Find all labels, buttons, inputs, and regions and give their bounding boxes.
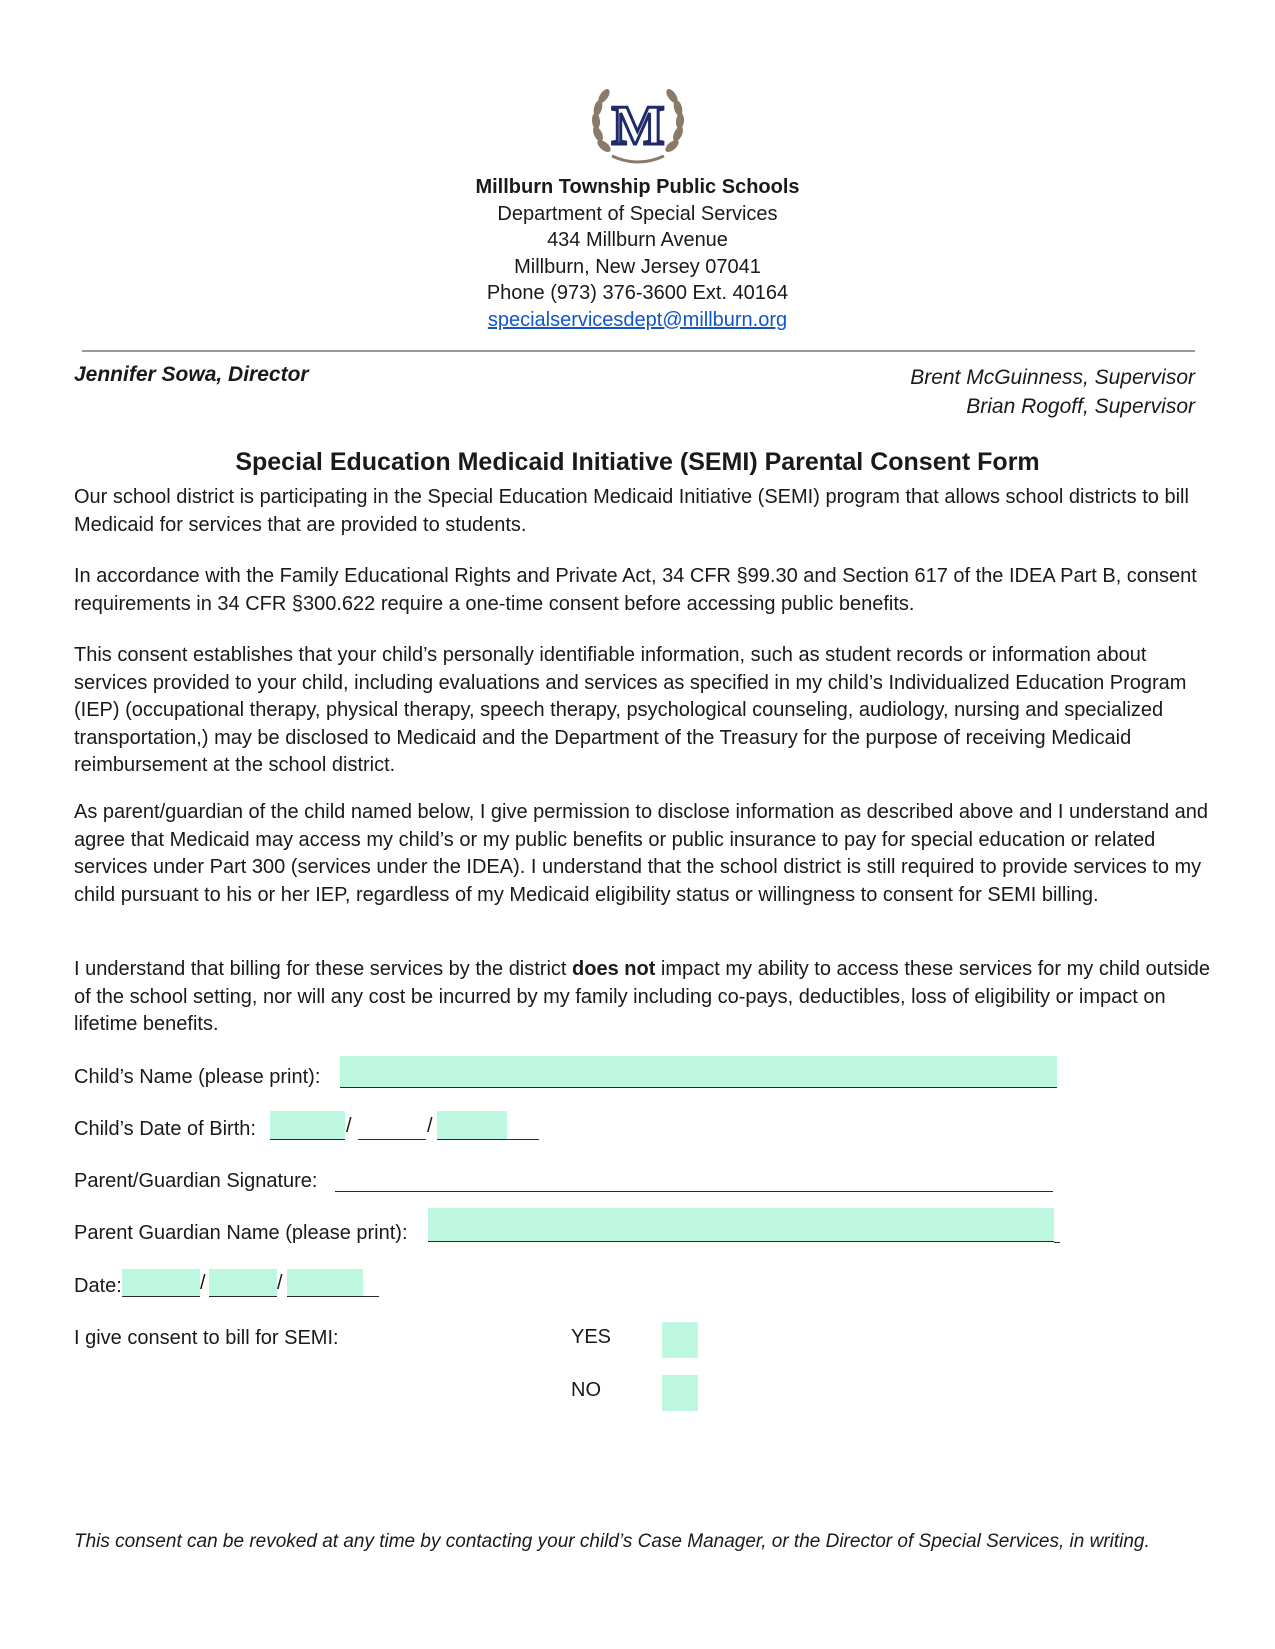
date-separator-1: / xyxy=(200,1272,206,1294)
supervisor-2: Brian Rogoff, Supervisor xyxy=(966,395,1195,418)
parent-name-underline-tail xyxy=(1054,1242,1060,1243)
dob-day-underline xyxy=(358,1139,426,1140)
paragraph-no-impact xyxy=(74,956,1214,1039)
yes-label: YES xyxy=(571,1326,612,1348)
consent-label: I give consent to bill for SEMI: xyxy=(74,1327,339,1349)
parent-name-label: Parent Guardian Name (please print): xyxy=(74,1222,408,1244)
dob-month-field[interactable] xyxy=(270,1111,345,1140)
director-name: Jennifer Sowa, Director xyxy=(74,363,309,386)
signature-label: Parent/Guardian Signature: xyxy=(74,1170,318,1192)
revocation-note: This consent can be revoked at any time by contacting your child’s Case Manager, or the Director of Special Services, in writing. xyxy=(74,1531,1150,1552)
paragraph-no-impact-emphasis: does not xyxy=(572,958,656,980)
city-address: Millburn, New Jersey 07041 xyxy=(514,255,761,278)
dob-separator-1: / xyxy=(346,1115,352,1137)
dob-separator-2: / xyxy=(427,1115,433,1137)
dob-year-field[interactable] xyxy=(437,1111,507,1140)
date-year-field[interactable] xyxy=(287,1269,363,1297)
paragraph-program-intro: Our school district is participating in the Special Education Medicaid Initiative (SEMI) program that allows school districts to bill Medicaid for services that are provided to students. xyxy=(74,486,1189,536)
paragraph-permission: As parent/guardian of the child named below, I give permission to disclose information as described above and I understand and agree that Medicaid may access my child’s or my public benefits or public insurance to pay for special education or related services under Part 300 (services under the IDEA). I understand that the school district is still required to provide services to my child pursuant to his or her IEP, regardless of my Medicaid eligibility status or willingness to consent for SEMI billing. xyxy=(74,801,1209,906)
paragraph-no-impact-lead: I understand that billing for these services by the district xyxy=(74,958,573,980)
phone-number: Phone (973) 376-3600 Ext. 40164 xyxy=(486,282,789,304)
supervisor-1: Brent McGuinness, Supervisor xyxy=(910,366,1195,389)
laurel-m-logo-icon xyxy=(590,82,686,168)
date-month-field[interactable] xyxy=(122,1269,200,1297)
form-title: Special Education Medicaid Initiative (SEMI) Parental Consent Form xyxy=(235,448,1040,476)
date-day-field[interactable] xyxy=(209,1269,277,1297)
header-divider xyxy=(82,350,1195,352)
school-name: Millburn Township Public Schools xyxy=(475,176,800,198)
dob-year-underline-tail xyxy=(507,1139,539,1140)
consent-yes-checkbox[interactable] xyxy=(662,1322,698,1358)
supervisors xyxy=(910,363,1195,421)
date-separator-2: / xyxy=(277,1272,283,1294)
dob-label: Child’s Date of Birth: xyxy=(74,1118,256,1140)
logo-letter: M xyxy=(611,95,665,157)
district-logo xyxy=(590,82,686,168)
child-name-label: Child’s Name (please print): xyxy=(74,1066,321,1088)
street-address: 434 Millburn Avenue xyxy=(547,229,728,251)
consent-no-checkbox[interactable] xyxy=(662,1375,698,1411)
department-name: Department of Special Services xyxy=(497,202,778,225)
email-link[interactable]: specialservicesdept@millburn.org xyxy=(487,308,788,331)
dob-day-field[interactable] xyxy=(358,1111,426,1139)
parent-name-field[interactable] xyxy=(428,1208,1054,1242)
paragraph-disclosure: This consent establishes that your child’s personally identifiable information, such as student records or information about services provided to your child, including evaluations and services as specified in my child’s Individualized Education Program (IEP) (occupational therapy, physical therapy, speech therapy, psychological counseling, audiology, nursing and specialized transportation,) may be disclosed to Medicaid and the Department of the Treasury for the purpose of receiving Medicaid reimbursement at the school district. xyxy=(74,644,1187,776)
letterhead xyxy=(0,174,1275,333)
no-label: NO xyxy=(571,1379,601,1401)
signature-line[interactable] xyxy=(335,1191,1053,1192)
date-label: Date: xyxy=(74,1275,122,1297)
child-name-field[interactable] xyxy=(340,1056,1057,1088)
date-year-underline-tail xyxy=(363,1296,379,1297)
paragraph-no-impact-rest: impact my ability to access these services for my child outside of the school setting, nor will any cost be incurred by my family including co-pays, deductibles, loss of eligibility or impact on lifetime benefits. xyxy=(74,958,1211,1035)
paragraph-legal-basis: In accordance with the Family Educational Rights and Private Act, 34 CFR §99.30 and Section 617 of the IDEA Part B, consent requirements in 34 CFR §300.622 require a one-time consent before accessing public benefits. xyxy=(74,565,1197,615)
